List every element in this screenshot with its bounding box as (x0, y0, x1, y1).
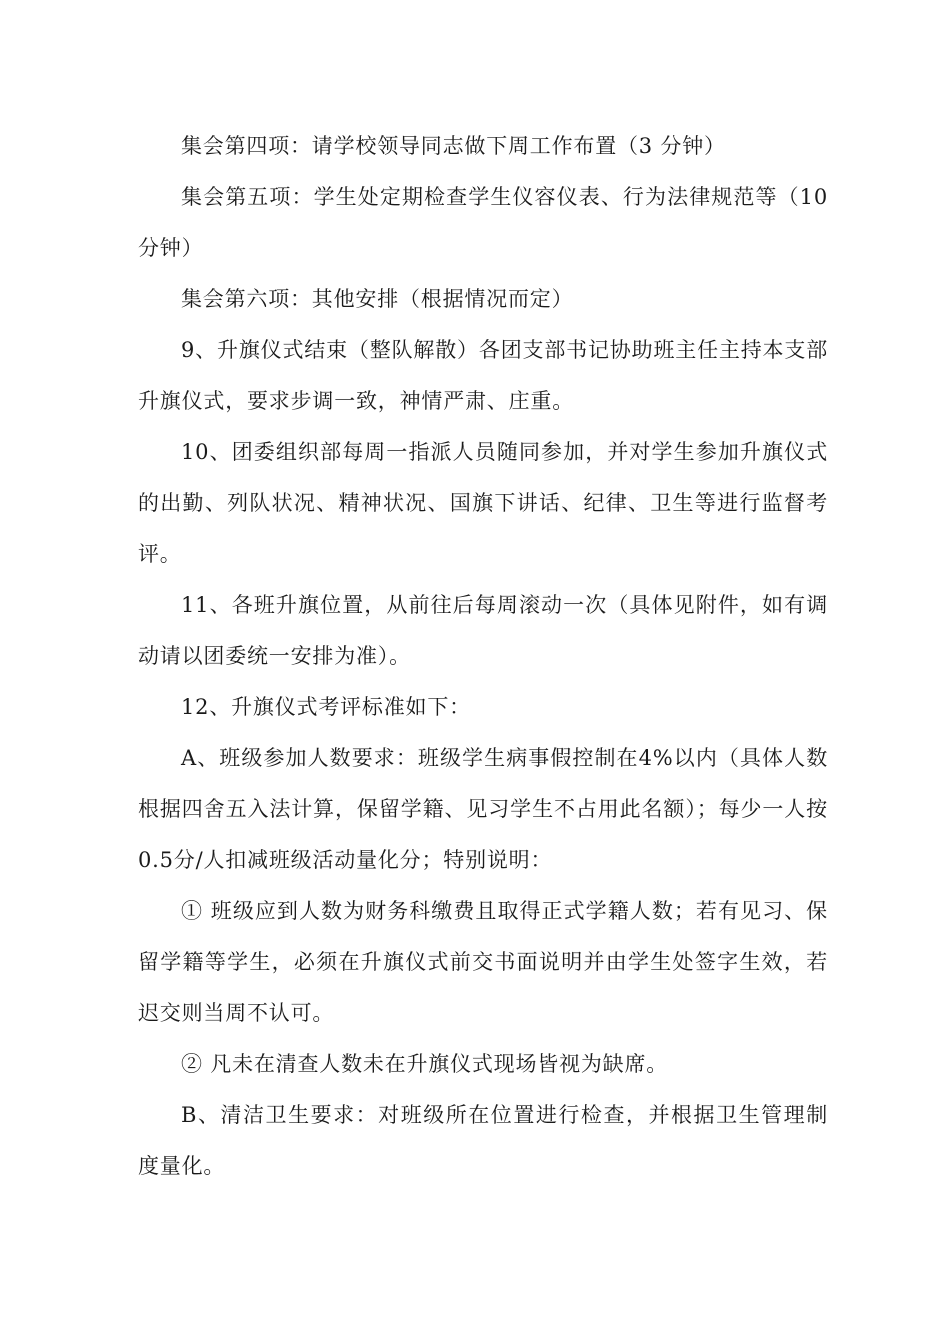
paragraph-note-1: ① 班级应到人数为财务科缴费且取得正式学籍人数；若有见习、保留学籍等学生，必须在升旗仪式前交书面说明并由学生处签字生效，若迟交则当周不认可。 (138, 899, 828, 1025)
paragraph-item-11: 11、各班升旗位置，从前往后每周滚动一次（具体见附件，如有调动请以团委统一安排为准）。 (138, 593, 828, 668)
paragraph-assembly-item-6: 集会第六项：其他安排（根据情况而定） (181, 287, 574, 311)
paragraph-item-12: 12、升旗仪式考评标准如下： (181, 695, 471, 719)
paragraph-criterion-b: B、清洁卫生要求：对班级所在位置进行检查，并根据卫生管理制度量化。 (138, 1103, 828, 1178)
paragraph-item-10: 10、团委组织部每周一指派人员随同参加，并对学生参加升旗仪式的出勤、列队状况、精神状况、国旗下讲话、纪律、卫生等进行监督考评。 (138, 440, 828, 566)
paragraph-assembly-item-4: 集会第四项：请学校领导同志做下周工作布置（3 分钟） (181, 134, 726, 158)
paragraph-note-2: ② 凡未在清查人数未在升旗仪式现场皆视为缺席。 (181, 1052, 669, 1076)
document-body (138, 121, 828, 1192)
paragraph-criterion-a: A、班级参加人数要求：班级学生病事假控制在4%以内（具体人数根据四舍五入法计算，保留学籍、见习学生不占用此名额）；每少一人按0.5分/人扣减班级活动量化分；特别说明： (138, 746, 828, 872)
paragraph-item-9: 9、升旗仪式结束（整队解散）各团支部书记协助班主任主持本支部升旗仪式，要求步调一致，神情严肃、庄重。 (138, 338, 828, 413)
paragraph-assembly-item-5: 集会第五项：学生处定期检查学生仪容仪表、行为法律规范等（10分钟） (138, 185, 828, 260)
